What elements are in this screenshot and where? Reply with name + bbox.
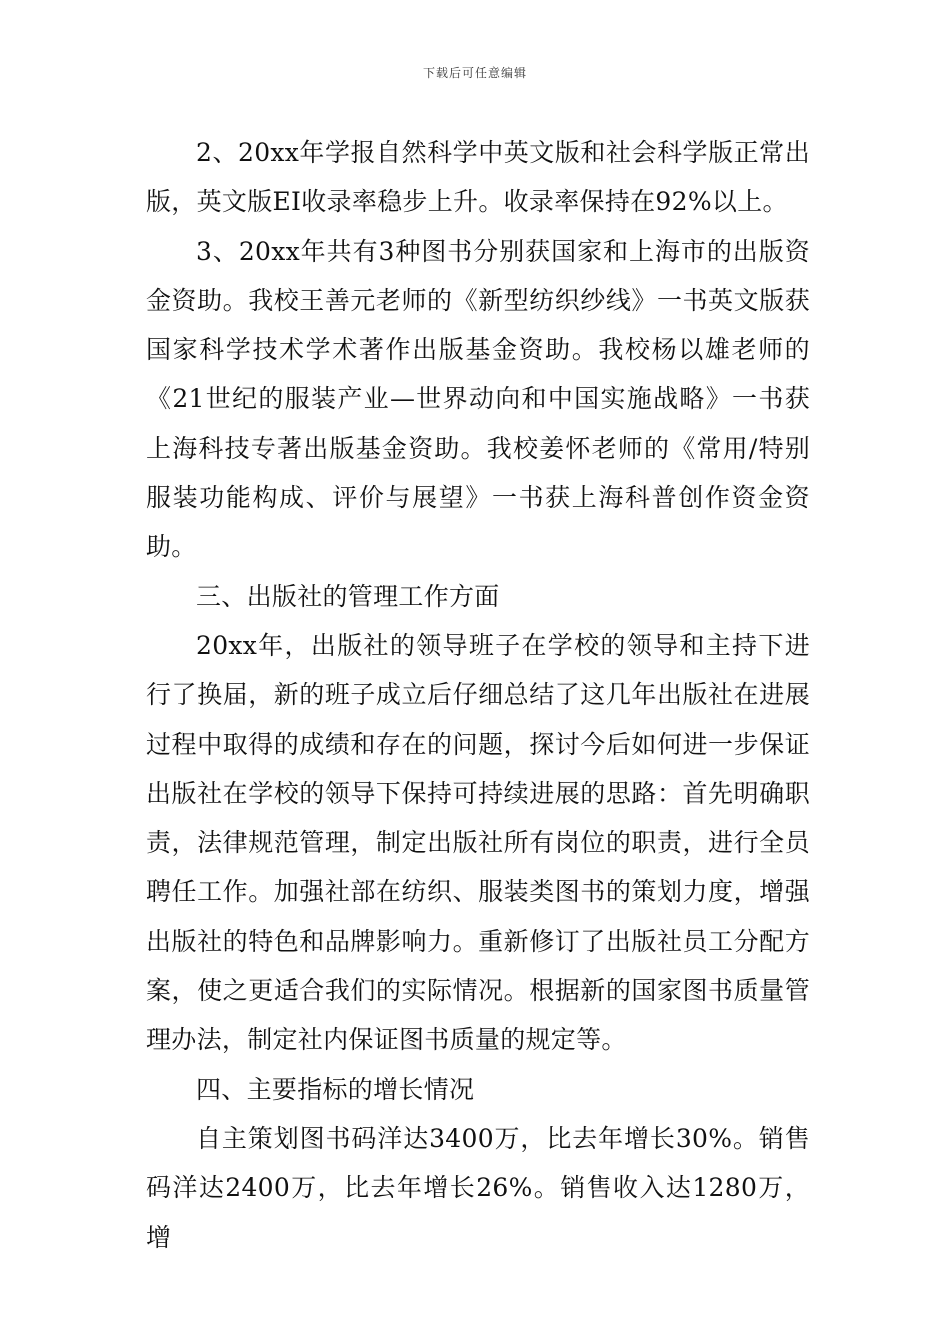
section-heading-management: 三、出版社的管理工作方面 <box>196 581 500 611</box>
paragraph-indicators: 自主策划图书码洋达3400万，比去年增长30%。销售码洋达2400万，比去年增长26%。销售收入达1280万，增 <box>146 1123 810 1252</box>
paragraph-item-2: 2、20xx年学报自然科学中英文版和社会科学版正常出版，英文版EI收录率稳步上升。收录率保持在92%以上。 <box>146 138 810 217</box>
page-header: 下载后可任意编辑 <box>422 66 527 80</box>
document-body <box>146 128 810 1262</box>
section-heading-indicators: 四、主要指标的增长情况 <box>196 1074 475 1104</box>
paragraph-management: 20xx年，出版社的领导班子在学校的领导和主持下进行了换届，新的班子成立后仔细总结了这几年出版社在进展过程中取得的成绩和存在的问题，探讨今后如何进一步保证出版社在学校的领导下保持可持续进展的思路：首先明确职责，法律规范管理，制定出版社所有岗位的职责，进行全员聘任工作。加强社部在纺织、服装类图书的策划力度，增强出版社的特色和品牌影响力。重新修订了出版社员工分配方案，使之更适合我们的实际情况。根据新的国家图书质量管理办法，制定社内保证图书质量的规定等。 <box>146 630 810 1055</box>
paragraph-item-3: 3、20xx年共有3种图书分别获国家和上海市的出版资金资助。我校王善元老师的《新型纺织纱线》一书英文版获国家科学技术学术著作出版基金资助。我校杨以雄老师的《21世纪的服装产业—世界动向和中国实施战略》一书获上海科技专著出版基金资助。我校姜怀老师的《常用/特别服装功能构成、评价与展望》一书获上海科普创作资金资助。 <box>146 236 810 562</box>
